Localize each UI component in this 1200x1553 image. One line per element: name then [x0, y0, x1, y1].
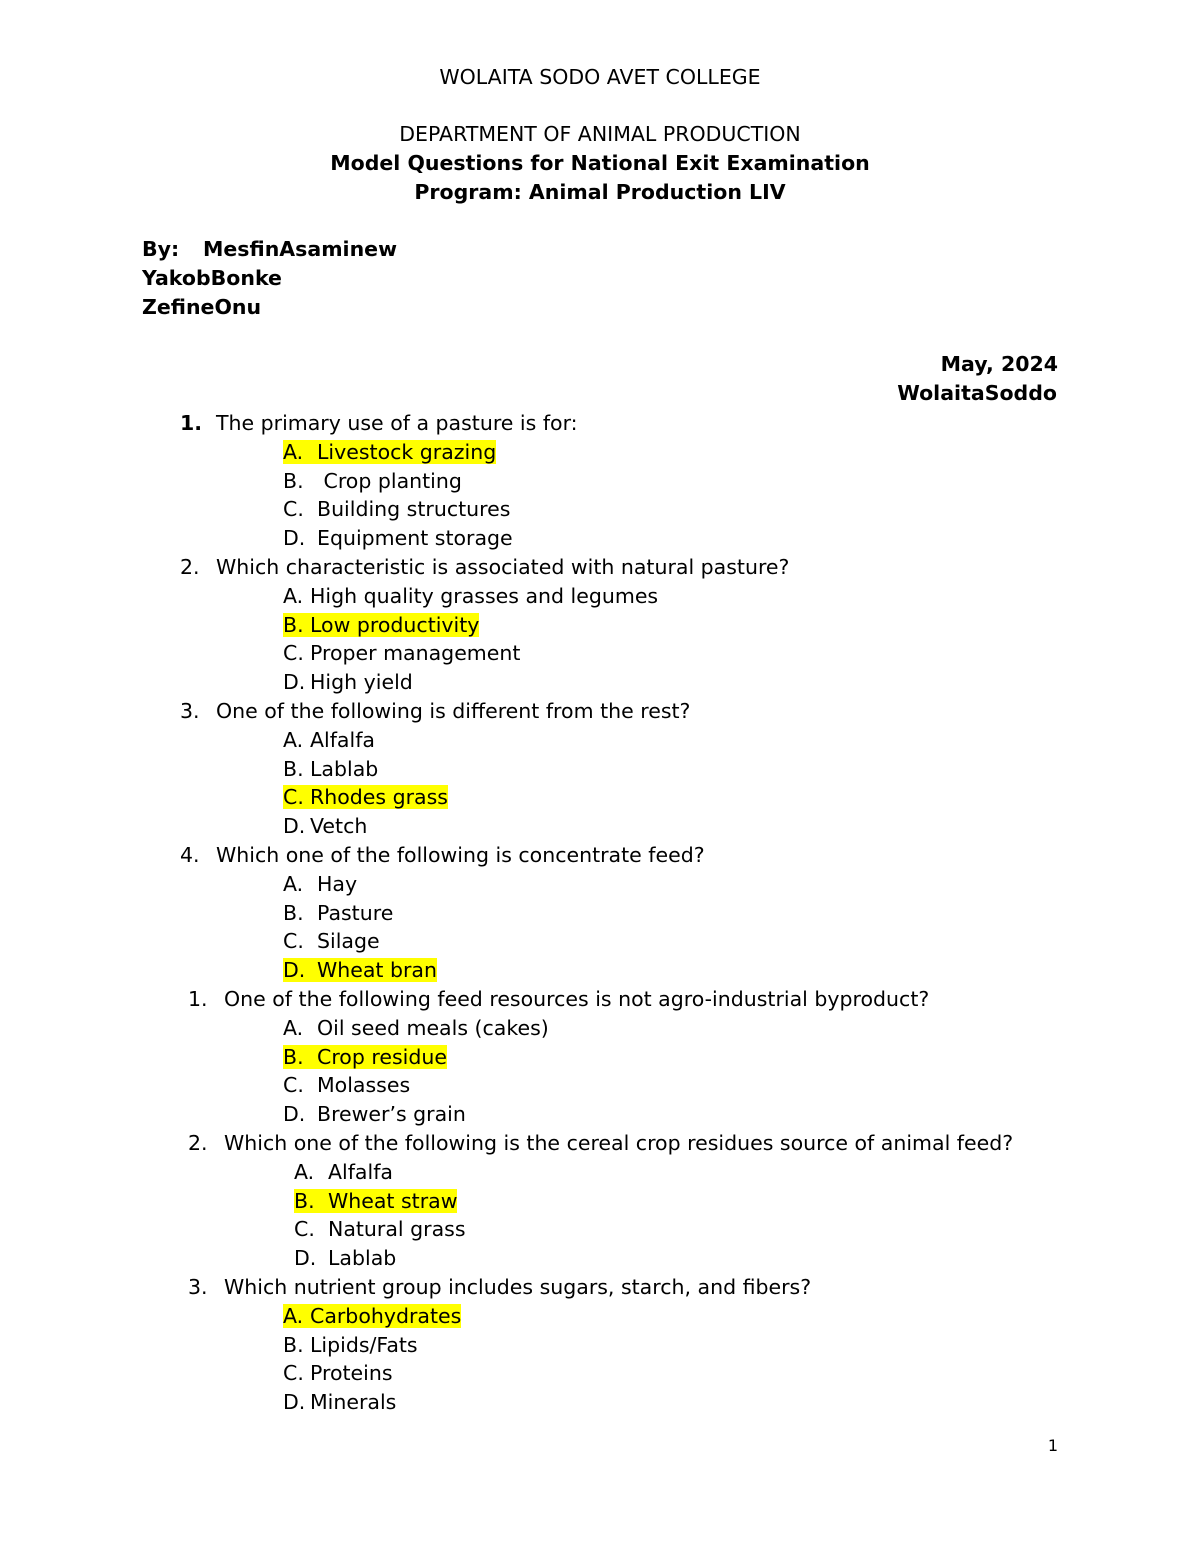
document-place: WolaitaSoddo	[897, 381, 1057, 405]
option-text: Wheat bran	[317, 958, 437, 983]
option-letter: B.	[283, 1044, 304, 1069]
option-text: Hay	[317, 871, 358, 896]
answer-option	[283, 1071, 410, 1099]
answer-option	[294, 1215, 466, 1243]
option-text: Silage	[317, 929, 380, 954]
option-text: Natural grass	[328, 1217, 466, 1242]
answer-option	[283, 438, 496, 466]
option-letter: B.	[283, 900, 304, 925]
option-text: Crop residue	[317, 1044, 447, 1069]
program-title: Program: Animal Production LIV	[414, 180, 786, 204]
option-text: Minerals	[310, 1390, 397, 1415]
answer-option	[283, 870, 357, 898]
option-text: Lipids/Fats	[310, 1332, 418, 1357]
option-letter: A.	[283, 1015, 304, 1040]
question-7	[188, 1273, 811, 1301]
option-letter: A.	[283, 583, 304, 608]
option-content	[283, 901, 393, 925]
option-content	[283, 1016, 549, 1040]
question-3	[180, 697, 690, 725]
question-1	[180, 409, 578, 437]
answer-option	[283, 611, 479, 639]
option-letter: A.	[283, 727, 304, 752]
option-letter: A.	[283, 871, 304, 896]
answer-option	[294, 1244, 396, 1272]
answer-option	[283, 1331, 418, 1359]
option-text: High yield	[310, 670, 413, 695]
question-text: One of the following is different from the rest?	[216, 699, 691, 723]
option-letter: D.	[283, 670, 306, 695]
answer-option	[283, 755, 378, 783]
question-number: 4.	[180, 843, 200, 867]
question-text: Which one of the following is concentrate feed?	[216, 843, 705, 867]
author-name: ZefineOnu	[142, 295, 262, 319]
question-text: Which one of the following is the cereal crop residues source of animal feed?	[224, 1131, 1014, 1155]
option-letter: D.	[283, 814, 306, 839]
option-text: Lablab	[310, 756, 379, 781]
option-letter: C.	[283, 1361, 304, 1386]
question-4	[180, 841, 705, 869]
option-letter: B.	[283, 468, 304, 493]
option-letter: B.	[283, 1332, 304, 1357]
by-label: By:	[142, 237, 180, 261]
option-text: Vetch	[310, 814, 368, 839]
highlighted-answer	[283, 613, 479, 637]
answer-option	[283, 1388, 396, 1416]
option-content	[283, 641, 520, 665]
question-text: Which characteristic is associated with natural pasture?	[216, 555, 790, 579]
author-name: MesfinAsaminew	[203, 237, 398, 261]
answer-option	[283, 812, 367, 840]
option-letter: C.	[283, 929, 304, 954]
option-content	[283, 814, 367, 838]
option-letter: D.	[283, 1390, 306, 1415]
option-letter: D.	[283, 1102, 306, 1127]
option-content	[283, 728, 375, 752]
answer-option	[283, 927, 380, 955]
answer-option	[283, 668, 413, 696]
option-text: Carbohydrates	[310, 1303, 462, 1328]
answer-option	[283, 1014, 549, 1042]
question-number: 3.	[180, 699, 200, 723]
option-content	[294, 1160, 393, 1184]
answer-option	[283, 1302, 461, 1330]
answer-option	[283, 1100, 466, 1128]
option-text: Proper management	[310, 641, 521, 666]
answer-option	[294, 1187, 457, 1215]
question-text: Which nutrient group includes sugars, starch, and fibers?	[224, 1275, 812, 1299]
option-letter: A.	[283, 1303, 304, 1328]
option-text: Pasture	[317, 900, 394, 925]
option-content	[294, 1246, 396, 1270]
question-text: The primary use of a pasture is for:	[216, 411, 578, 435]
highlighted-answer	[283, 1304, 461, 1328]
question-5	[188, 985, 929, 1013]
option-letter: A.	[283, 439, 304, 464]
option-content	[283, 1073, 410, 1097]
option-text: Alfalfa	[310, 727, 375, 752]
answer-option	[283, 1043, 447, 1071]
option-content	[283, 872, 357, 896]
answer-option	[283, 956, 437, 984]
question-2	[180, 553, 789, 581]
option-content	[283, 526, 513, 550]
answer-option	[283, 495, 510, 523]
highlighted-answer	[283, 440, 496, 464]
answer-option	[283, 467, 462, 495]
option-text: Wheat straw	[328, 1188, 458, 1213]
option-text: Rhodes grass	[310, 785, 448, 810]
option-letter: C.	[283, 1073, 304, 1098]
option-text: Crop planting	[317, 468, 462, 493]
answer-option	[283, 783, 448, 811]
option-text: Building structures	[317, 497, 511, 522]
option-text: Low productivity	[310, 612, 480, 637]
option-content	[294, 1217, 466, 1241]
option-letter: C.	[283, 641, 304, 666]
question-text: One of the following feed resources is not agro-industrial byproduct?	[224, 987, 930, 1011]
option-text: Oil seed meals (cakes)	[317, 1015, 549, 1040]
option-text: Lablab	[328, 1246, 397, 1271]
answer-option	[294, 1158, 393, 1186]
option-letter: B.	[283, 756, 304, 781]
college-title: WOLAITA SODO AVET COLLEGE	[439, 65, 761, 89]
question-number: 1.	[180, 411, 203, 435]
option-content	[283, 584, 658, 608]
answer-option	[283, 582, 658, 610]
page-number: 1	[1047, 1436, 1058, 1455]
option-letter: B.	[283, 612, 304, 637]
highlighted-answer	[283, 958, 437, 982]
option-content	[283, 497, 510, 521]
highlighted-answer	[294, 1189, 457, 1213]
document-date: May, 2024	[940, 352, 1058, 376]
option-text: Molasses	[317, 1073, 411, 1098]
option-text: Equipment storage	[317, 526, 513, 551]
question-number: 3.	[188, 1275, 208, 1299]
question-number: 2.	[188, 1131, 208, 1155]
option-content	[283, 1102, 466, 1126]
option-letter: C.	[283, 497, 304, 522]
option-text: High quality grasses and legumes	[310, 583, 659, 608]
option-letter: D.	[294, 1246, 317, 1271]
option-text: Proteins	[310, 1361, 393, 1386]
department-title: DEPARTMENT OF ANIMAL PRODUCTION	[399, 122, 801, 146]
answer-option	[283, 726, 375, 754]
option-text: Brewer’s grain	[317, 1102, 466, 1127]
option-content	[283, 469, 462, 493]
answer-option	[283, 1359, 393, 1387]
question-6	[188, 1129, 1013, 1157]
answer-option	[283, 639, 520, 667]
highlighted-answer	[283, 1045, 447, 1069]
option-letter: C.	[283, 785, 304, 810]
option-content	[283, 1333, 418, 1357]
author-name: YakobBonke	[142, 266, 282, 290]
option-letter: A.	[294, 1159, 315, 1184]
question-number: 1.	[188, 987, 208, 1011]
option-text: Alfalfa	[328, 1159, 393, 1184]
option-letter: D.	[283, 526, 306, 551]
option-content	[283, 757, 378, 781]
option-content	[283, 670, 413, 694]
highlighted-answer	[283, 785, 448, 809]
question-number: 2.	[180, 555, 200, 579]
option-letter: B.	[294, 1188, 315, 1213]
option-letter: D.	[283, 958, 306, 983]
exam-subtitle: Model Questions for National Exit Examination	[330, 151, 870, 175]
answer-option	[283, 524, 513, 552]
option-content	[283, 1390, 396, 1414]
option-letter: C.	[294, 1217, 315, 1242]
option-content	[283, 929, 380, 953]
option-content	[283, 1361, 393, 1385]
option-text: Livestock grazing	[317, 439, 497, 464]
answer-option	[283, 899, 393, 927]
